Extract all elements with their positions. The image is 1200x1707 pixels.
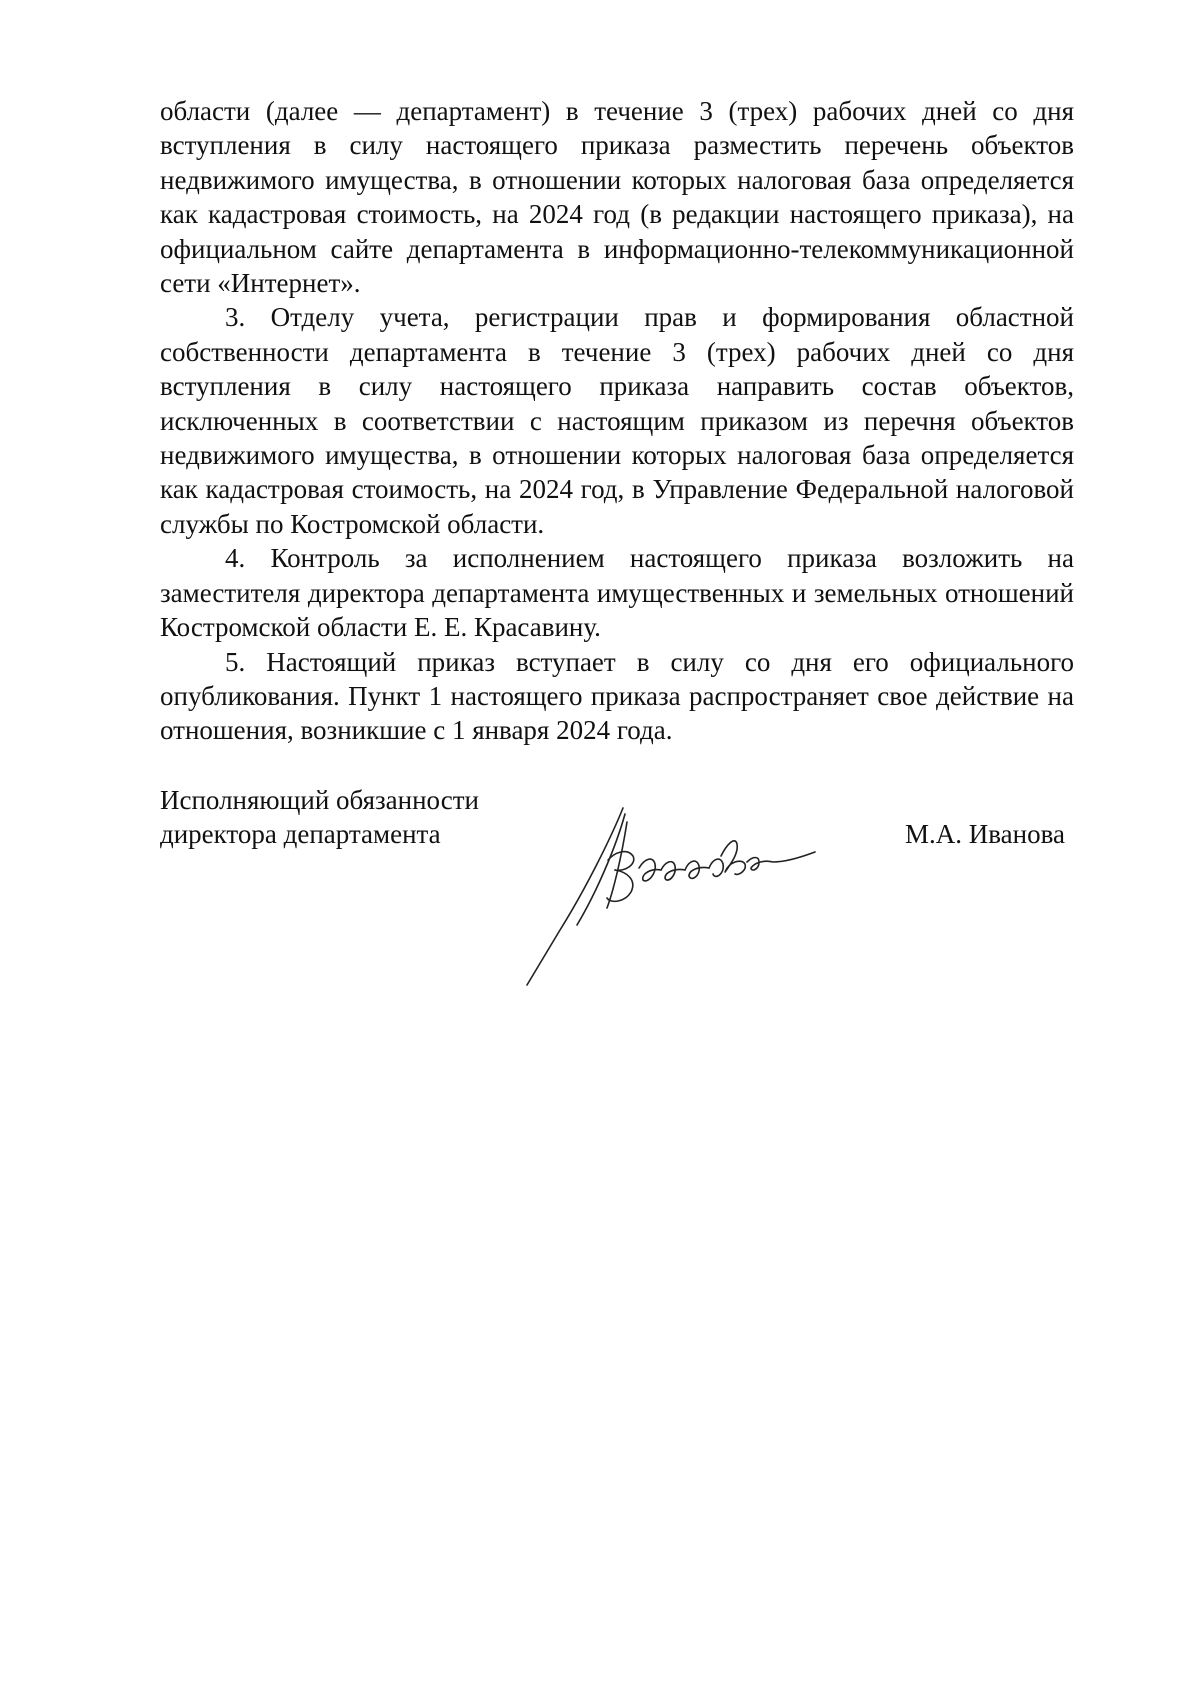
handwritten-signature xyxy=(515,800,835,990)
paragraph-4: 4. Контроль за исполнением настоящего приказа возложить на заместителя директора департамента имущественных и земельных отношений Костромской области Е. Е. Красавину. xyxy=(160,543,1074,643)
document-body xyxy=(160,94,1074,748)
signer-title xyxy=(160,783,479,851)
signer-title-line-2: директора департамента xyxy=(160,819,441,849)
paragraph-5: 5. Настоящий приказ вступает в силу со дня его официального опубликования. Пункт 1 настоящего приказа распространяет свое действие на отношения, возникшие с 1 января 2024 года. xyxy=(160,646,1074,746)
paragraph-continuation: области (далее — департамент) в течение 3 (трех) рабочих дней со дня вступления в силу настоящего приказа разместить перечень объектов недвижимого имущества, в отношении которых налоговая база определяется как кадастровая стоимость, на 2024 год (в редакции настоящего приказа), на официальном сайте департамента в информационно-телекоммуникационной сети «Интернет». xyxy=(160,96,1074,299)
paragraph-3: 3. Отделу учета, регистрации прав и формирования областной собственности департамента в течение 3 (трех) рабочих дней со дня вступления в силу настоящего приказа направить состав объектов, исключенных в соответствии с настоящим приказом из перечня объектов недвижимого имущества, в отношении которых налоговая база определяется как кадастровая стоимость, на 2024 год, в Управление Федеральной налоговой службы по Костромской области. xyxy=(160,302,1074,539)
signer-title-line-1: Исполняющий обязанности xyxy=(160,785,479,815)
signer-name: М.А. Иванова xyxy=(905,819,1065,849)
